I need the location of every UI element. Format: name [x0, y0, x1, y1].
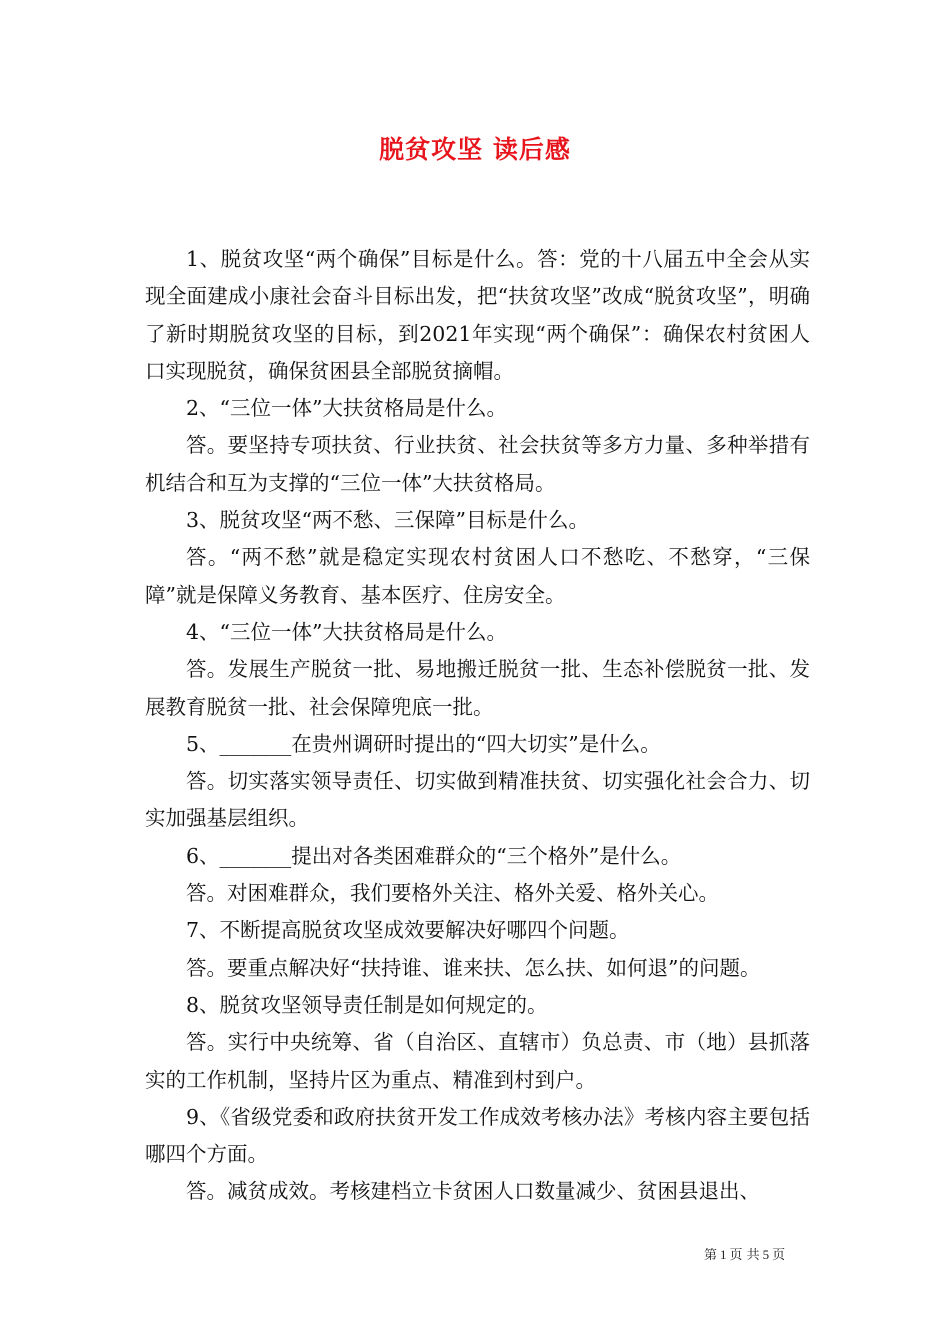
document-body — [145, 241, 810, 1211]
paragraph-17: 答。减贫成效。考核建档立卡贫困人口数量减少、贫困县退出、 — [186, 1179, 760, 1204]
paragraph-8: 5、_______在贵州调研时提出的“四大切实”是什么。 — [186, 731, 661, 756]
paragraph-14: 8、脱贫攻坚领导责任制是如何规定的。 — [186, 992, 548, 1017]
paragraph-10: 6、_______提出对各类困难群众的“三个格外”是什么。 — [186, 843, 682, 868]
page-number-footer — [704, 1246, 785, 1265]
paragraph-9: 答。切实落实领导责任、切实做到精准扶贫、切实强化社会合力、切实加强基层组织。 — [145, 769, 810, 831]
paragraph-15: 答。实行中央统筹、省（自治区、直辖市）负总责、市（地）县抓落实的工作机制，坚持片区为重点、精准到村到户。 — [145, 1030, 810, 1092]
paragraph-6: 4、“三位一体”大扶贫格局是什么。 — [186, 619, 508, 644]
footer-suffix: 页 — [772, 1248, 786, 1263]
paragraph-12: 7、不断提高脱贫攻坚成效要解决好哪四个问题。 — [186, 918, 630, 943]
paragraph-7: 答。发展生产脱贫一批、易地搬迁脱贫一批、生态补偿脱贫一批、发展教育脱贫一批、社会保障兜底一批。 — [145, 657, 810, 719]
paragraph-4: 3、脱贫攻坚“两不愁、三保障”目标是什么。 — [186, 508, 590, 533]
paragraph-3: 答。要坚持专项扶贫、行业扶贫、社会扶贫等多方力量、多种举措有机结合和互为支撑的“三位一体”大扶贫格局。 — [145, 433, 810, 495]
paragraph-11: 答。对困难群众，我们要格外关注、格外关爱、格外关心。 — [186, 881, 719, 906]
paragraph-13: 答。要重点解决好“扶持谁、谁来扶、怎么扶、如何退”的问题。 — [186, 955, 761, 980]
paragraph-2: 2、“三位一体”大扶贫格局是什么。 — [186, 396, 508, 421]
total-page-number: 5 — [762, 1247, 770, 1262]
footer-middle: 页 共 — [729, 1248, 760, 1263]
paragraph-16: 9、《省级党委和政府扶贫开发工作成效考核办法》考核内容主要包括哪四个方面。 — [145, 1104, 810, 1167]
footer-prefix: 第 — [704, 1248, 718, 1263]
paragraph-1: 1、脱贫攻坚“两个确保”目标是什么。答：党的十八届五中全会从实现全面建成小康社会奋斗目标出发，把“扶贫攻坚”改成“脱贫攻坚”，明确了新时期脱贫攻坚的目标，到2021年实现“两个确保”：确保农村贫困人口实现脱贫，确保贫困县全部脱贫摘帽。 — [145, 247, 810, 383]
current-page-number: 1 — [720, 1247, 727, 1262]
paragraph-5: 答。“两不愁”就是稳定实现农村贫困人口不愁吃、不愁穿，“三保障”就是保障义务教育、基本医疗、住房安全。 — [145, 545, 810, 607]
page-title: 脱贫攻坚 读后感 — [379, 135, 571, 164]
